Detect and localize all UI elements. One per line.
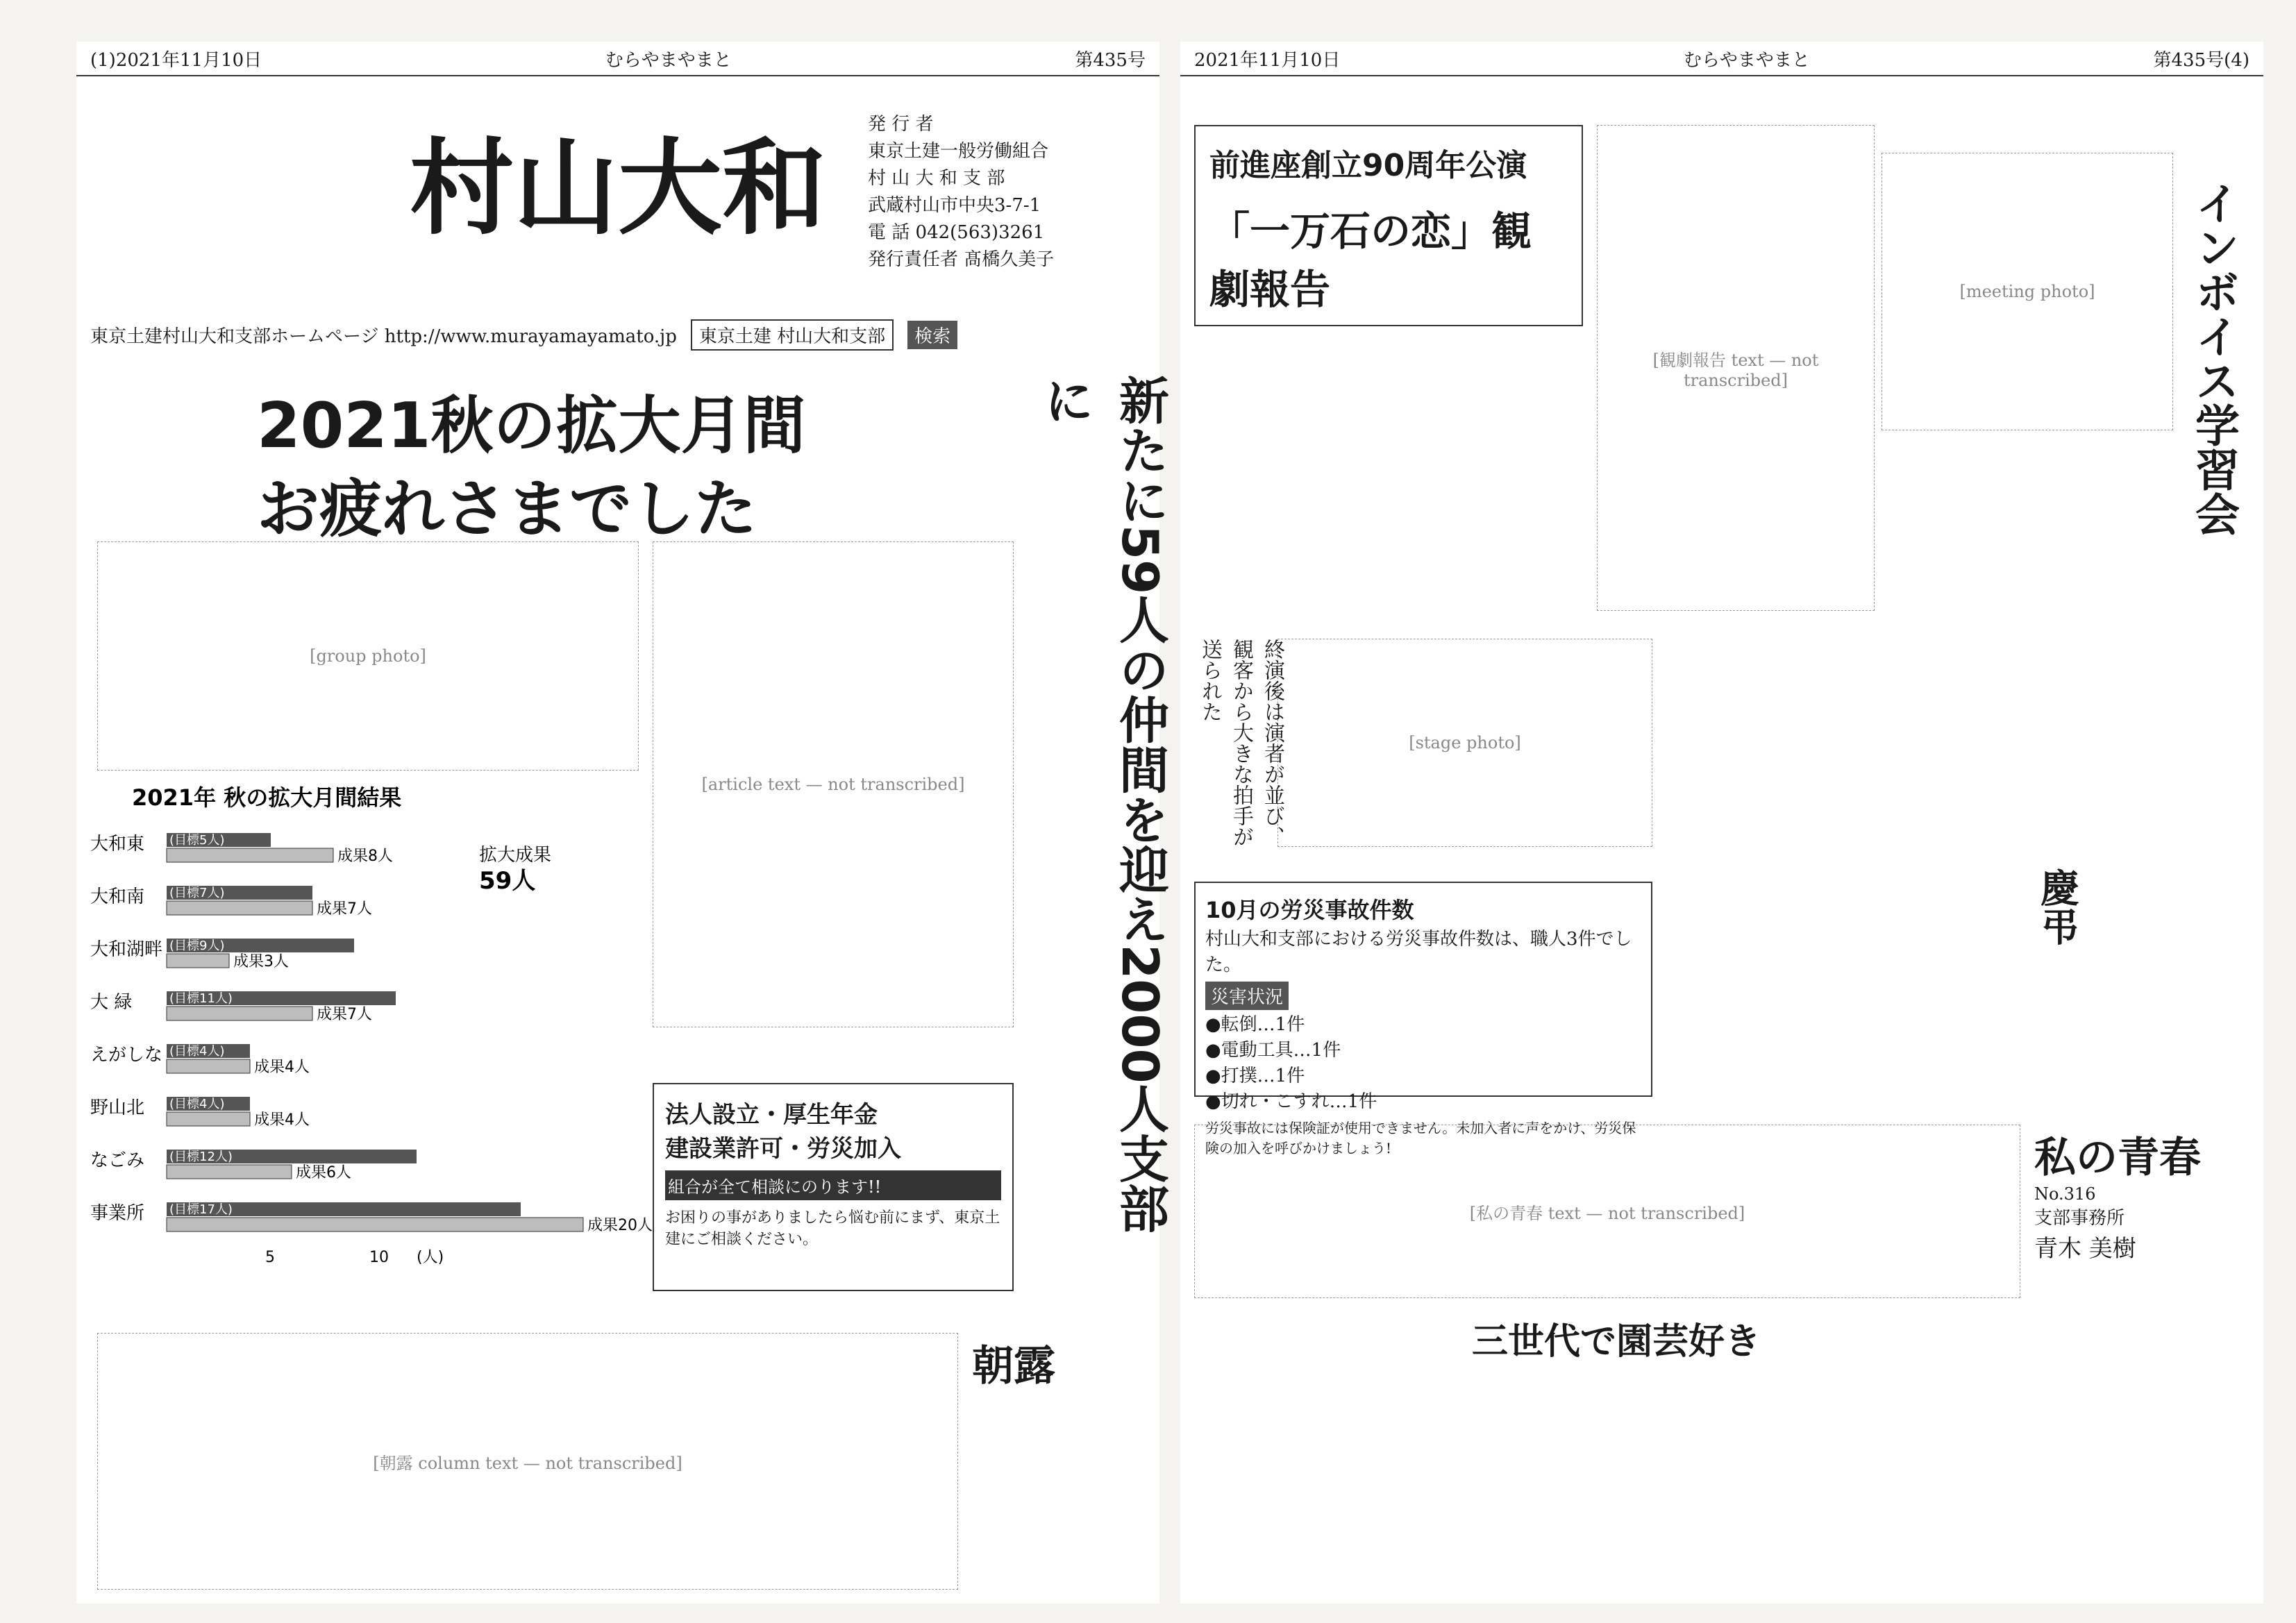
publisher-label: 発 行 者 — [868, 114, 934, 135]
total-label: 拡大成果 — [479, 845, 552, 866]
target-label: (目標17人) — [169, 1202, 233, 1217]
invoice-photo: [meeting photo] — [1882, 153, 2173, 430]
group-photo: [group photo] — [97, 541, 639, 771]
headline-1: 2021秋の拡大月間 — [257, 389, 806, 462]
notice-line-2: 建設業許可・労災加入 — [665, 1135, 901, 1163]
seishun-title: 私の青春 — [2034, 1134, 2201, 1182]
seishun-no: No.316 — [2034, 1184, 2096, 1204]
seishun-body: [私の青春 text — not transcribed] — [1194, 1125, 2020, 1298]
result-label: 成果7人 — [317, 1006, 372, 1023]
result-bar — [167, 954, 229, 968]
results-chart — [90, 777, 653, 1305]
article-body: [article text — not transcribed] — [653, 541, 1014, 1027]
accident-note: 労災事故には保険証が使用できません。未加入者に声をかけ、労災保険の加入を呼びかけましょう! — [1205, 1120, 1636, 1157]
result-label: 成果4人 — [254, 1059, 310, 1076]
editor-line: 発行責任者 髙橋久美子 — [868, 249, 1055, 270]
result-bar — [167, 1059, 250, 1073]
result-bar — [167, 1165, 292, 1179]
seishun-author: 青木 美樹 — [2034, 1235, 2136, 1263]
x-tick-label: 10 — [369, 1249, 389, 1266]
theatre-title-box — [1194, 125, 1583, 326]
column-title: 朝露 — [972, 1342, 1055, 1390]
accident-label: 災害状況 — [1205, 982, 1289, 1010]
left-page — [76, 42, 1169, 1604]
right-page — [1180, 42, 2263, 1604]
homepage-url[interactable]: 東京土建村山大和支部ホームページ http://www.murayamayamato.jp — [90, 326, 677, 347]
publisher-line: 東京土建一般労働組合 — [868, 141, 1049, 162]
result-label: 成果7人 — [317, 900, 372, 918]
result-bar — [167, 1112, 250, 1126]
chart-category-label: なごみ — [90, 1150, 145, 1171]
chart-category-label: 大和東 — [90, 834, 145, 855]
result-label: 成果8人 — [337, 848, 393, 865]
result-bar — [167, 848, 333, 862]
target-label: (目標7人) — [169, 886, 225, 900]
right-running-head — [1180, 42, 2263, 76]
target-label: (目標4人) — [169, 1097, 225, 1111]
headline-2: お疲れさまでした — [257, 473, 757, 546]
x-unit-label: (人) — [417, 1249, 444, 1266]
vertical-headline: 新たに59人の仲間を迎え2000人支部に — [1036, 375, 1169, 1234]
seishun-author-dept: 支部事務所 — [2034, 1208, 2125, 1229]
result-bar — [167, 1007, 312, 1020]
right-runhead-title: むらやまやまと — [1683, 49, 1810, 71]
target-label: (目標9人) — [169, 939, 225, 953]
result-bar — [167, 901, 312, 915]
column-body: [朝露 column text — not transcribed] — [97, 1333, 958, 1590]
accident-item: ●切れ・こすれ…1件 — [1205, 1091, 1377, 1112]
publisher-line: 武蔵村山市中央3-7-1 — [868, 195, 1041, 216]
seishun-header — [2034, 1125, 2201, 1263]
right-runhead-issue: 第435号(4) — [2153, 49, 2249, 71]
target-label: (目標12人) — [169, 1150, 233, 1164]
photo-caption: 終演後は演者が並び、観客から大きな拍手が送られた — [1198, 639, 1284, 847]
chart-category-label: 大和湖畔 — [90, 939, 163, 960]
target-label: (目標4人) — [169, 1044, 225, 1059]
chart-category-label: 事業所 — [90, 1203, 145, 1224]
accident-box — [1194, 882, 1652, 1157]
publisher-block — [868, 111, 1054, 274]
notice-badge: 組合が全て相談にのります!! — [665, 1170, 1001, 1200]
x-tick-label: 5 — [265, 1249, 275, 1266]
chart-category-label: えがしな — [90, 1045, 163, 1066]
total-value: 59人 — [479, 867, 536, 895]
notice-line-1: 法人設立・厚生年金 — [665, 1101, 878, 1129]
accident-item: ●転倒…1件 — [1205, 1014, 1305, 1035]
accident-lead: 村山大和支部における労災事故件数は、職人3件でした。 — [1205, 929, 1632, 975]
result-bar — [167, 1218, 583, 1231]
right-runhead-date: 2021年11月10日 — [1194, 49, 1341, 71]
result-label: 成果3人 — [233, 953, 289, 970]
chart-category-label: 大和南 — [90, 886, 145, 907]
publisher-line: 村 山 大 和 支 部 — [868, 168, 1005, 189]
invoice-title: インボイス学習会 — [2188, 180, 2239, 536]
theatre-body: [観劇報告 text — not transcribed] — [1597, 125, 1875, 611]
search-button[interactable]: 検索 — [907, 321, 957, 349]
left-runhead-date: (1)2021年11月10日 — [90, 49, 262, 71]
result-label: 成果20人 — [587, 1217, 653, 1234]
target-label: (目標5人) — [169, 833, 225, 848]
left-running-head — [76, 42, 1159, 76]
chart-category-label: 大 緑 — [90, 992, 133, 1013]
chart-title: 2021年 秋の拡大月間結果 — [132, 784, 402, 811]
seishun-headline: 三世代で園芸好き — [1472, 1321, 1761, 1363]
result-label: 成果4人 — [254, 1111, 310, 1129]
stage-photo: [stage photo] — [1277, 639, 1652, 847]
accident-item: ●電動工具…1件 — [1205, 1040, 1341, 1061]
left-runhead-issue: 第435号 — [1075, 49, 1146, 71]
masthead: 村山大和 — [410, 127, 827, 249]
left-runhead-title: むらやまやまと — [605, 49, 732, 71]
keicho-title: 慶弔 — [2034, 868, 2079, 945]
theatre-title-1: 前進座創立90周年公演 — [1209, 148, 1527, 183]
search-box[interactable]: 東京土建 村山大和支部 — [691, 319, 894, 351]
chart-category-label: 野山北 — [90, 1098, 145, 1118]
publisher-line: 電 話 042(563)3261 — [868, 222, 1045, 243]
notice-body: お困りの事がありましたら悩む前にまず、東京土建にご相談ください。 — [665, 1209, 1000, 1248]
target-label: (目標11人) — [169, 991, 233, 1006]
accident-item: ●打撲…1件 — [1205, 1066, 1305, 1086]
result-label: 成果6人 — [296, 1164, 351, 1181]
accident-title: 10月の労災事故件数 — [1205, 897, 1414, 923]
consultation-notice — [653, 1083, 1014, 1291]
theatre-title-2: 「一万石の恋」観劇報告 — [1209, 208, 1532, 313]
homepage-bar — [90, 319, 1146, 351]
